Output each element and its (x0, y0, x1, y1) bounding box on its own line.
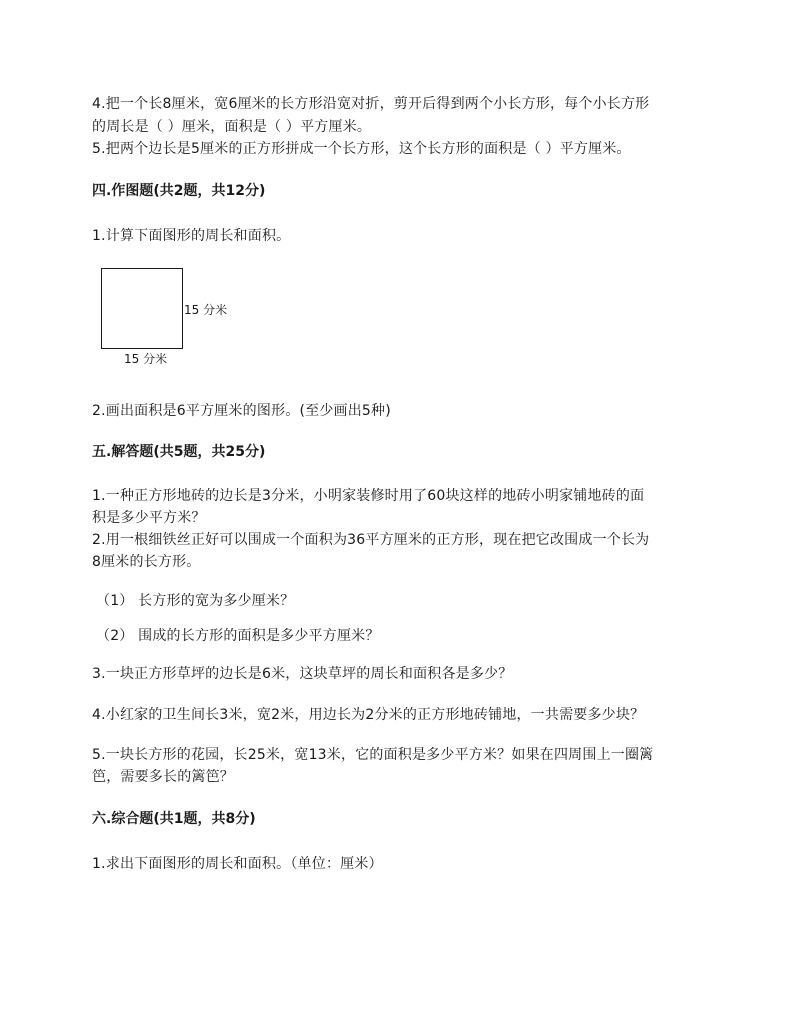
section-6-heading: 六.综合题(共1题，共8分) (92, 811, 256, 827)
question-6-1: 1.求出下面图形的周长和面积。（单位：厘米） (92, 856, 383, 872)
question-5-5-line1: 5.一块长方形的花园，长25米，宽13米，它的面积是多少平方米？如果在四周围上一圈篱 (92, 747, 654, 763)
question-5-4: 4.小红家的卫生间长3米，宽2米，用边长为2分米的正方形地砖铺地，一共需要多少块？ (92, 707, 645, 723)
question-5-5-line2: 笆，需要多长的篱笆？ (92, 769, 234, 785)
question-5-1-line2: 积是多少平方米？ (92, 510, 206, 526)
square-side-label: 15 分米 (184, 303, 228, 317)
question-5-3: 3.一块正方形草坪的边长是6米，这块草坪的周长和面积各是多少？ (92, 666, 513, 682)
question-3-4-line2: 的周长是（ ）厘米，面积是（ ）平方厘米。 (92, 119, 372, 135)
question-4-2: 2.画出面积是6平方厘米的图形。(至少画出5种) (92, 403, 391, 419)
question-5-2-line2: 8厘米的长方形。 (92, 554, 201, 570)
square-figure (101, 268, 183, 349)
question-5-1-line1: 1.一种正方形地砖的边长是3分米，小明家装修时用了60块这样的地砖小明家铺地砖的面 (92, 488, 645, 504)
square-bottom-label: 15 分米 (124, 352, 168, 366)
section-4-heading: 四.作图题(共2题，共12分) (92, 183, 266, 199)
question-3-5: 5.把两个边长是5厘米的正方形拼成一个长方形，这个长方形的面积是（ ）平方厘米。 (92, 141, 631, 157)
question-5-2-line1: 2.用一根细铁丝正好可以围成一个面积为36平方厘米的正方形，现在把它改围成一个长为 (92, 532, 650, 548)
section-5-heading: 五.解答题(共5题，共25分) (92, 444, 266, 460)
question-5-2-sub2: （2） 围成的长方形的面积是多少平方厘米？ (96, 628, 380, 644)
question-3-4-line1: 4.把一个长8厘米，宽6厘米的长方形沿宽对折，剪开后得到两个小长方形，每个小长方形 (92, 96, 650, 112)
question-5-2-sub1: （1） 长方形的宽为多少厘米？ (96, 593, 295, 609)
question-4-1: 1.计算下面图形的周长和面积。 (92, 228, 291, 244)
